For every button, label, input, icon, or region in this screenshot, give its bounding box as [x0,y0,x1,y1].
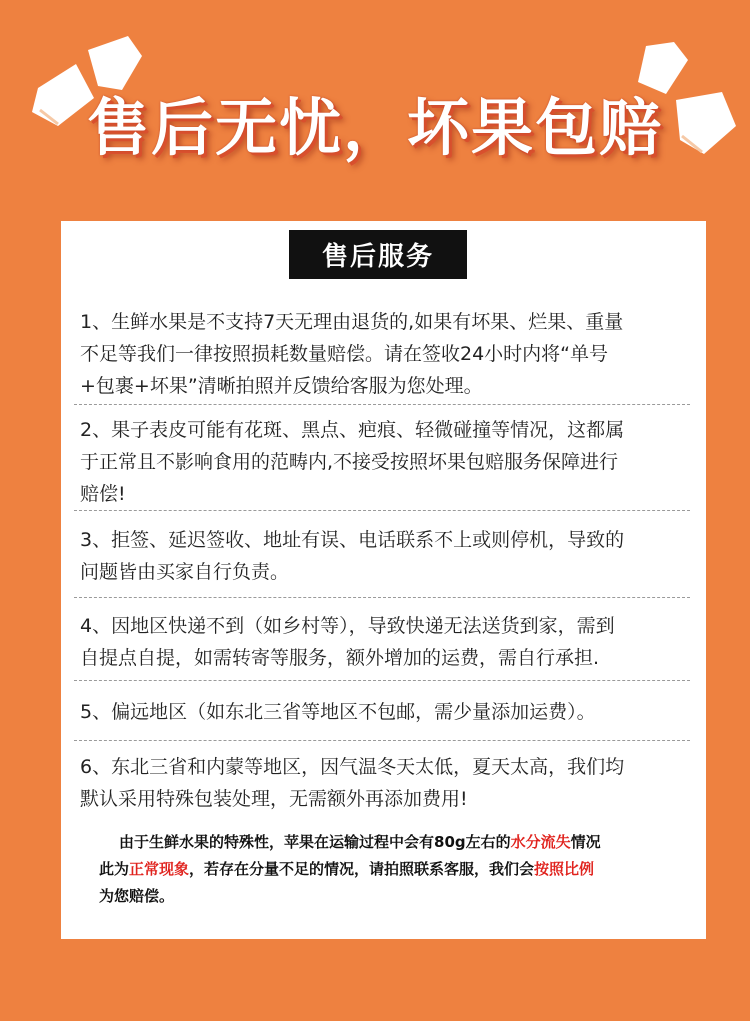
note-line: 为您赔偿。 [99,887,175,905]
item-line: 4、因地区快递不到（如乡村等），导致快递无法送货到家，需到 [80,615,615,637]
item-line: 5、偏远地区（如东北三省等地区不包邮，需少量添加运费）。 [80,701,596,723]
note-line [99,856,659,883]
divider [74,597,690,598]
list-item [80,524,692,588]
divider [74,680,690,681]
divider [74,404,690,405]
item-line: 6、东北三省和内蒙等地区，因气温冬天太低，夏天太高，我们均 [80,756,625,778]
item-line: +包裹+坏果”清晰拍照并反馈给客服为您处理。 [80,375,483,397]
note-text: 由于生鲜水果的特殊性，苹果在运输过程中会有80g左右的 [119,833,511,851]
divider [74,740,690,741]
list-item [80,696,692,728]
service-note [99,829,659,910]
note-highlight: 正常现象 [129,860,190,878]
list-item [80,610,692,674]
list-item [80,751,692,815]
note-highlight: 水分流失 [510,833,571,851]
note-text: ，若存在分量不足的情况，请拍照联系客服，我们会 [189,860,535,878]
item-line: 于正常且不影响食用的范畴内,不接受按照坏果包赔服务保障进行 [80,451,619,473]
item-line: 自提点自提，如需转寄等服务，额外增加的运费，需自行承担. [80,647,600,669]
hero-title: 售后无忧，坏果包赔 [86,91,663,164]
note-line [99,829,659,856]
list-item [80,306,692,402]
item-line: 2、果子表皮可能有花斑、黑点、疤痕、轻微碰撞等情况，这都属 [80,419,625,441]
item-line: 不足等我们一律按照损耗数量赔偿。请在签收24小时内将“单号 [80,343,609,365]
item-line: 3、拒签、延迟签收、地址有误、电话联系不上或则停机，导致的 [80,529,625,551]
item-line: 1、生鲜水果是不支持7天无理由退货的,如果有坏果、烂果、重量 [80,311,624,333]
item-line: 问题皆由买家自行负责。 [80,561,290,583]
section-title: 售后服务 [289,230,467,279]
item-line: 默认采用特殊包装处理，无需额外再添加费用! [80,788,468,810]
note-text: 情况 [570,833,601,851]
note-highlight: 按照比例 [534,860,595,878]
item-line: 赔偿! [80,483,126,505]
note-text: 此为 [99,860,130,878]
list-item [80,414,692,510]
divider [74,510,690,511]
